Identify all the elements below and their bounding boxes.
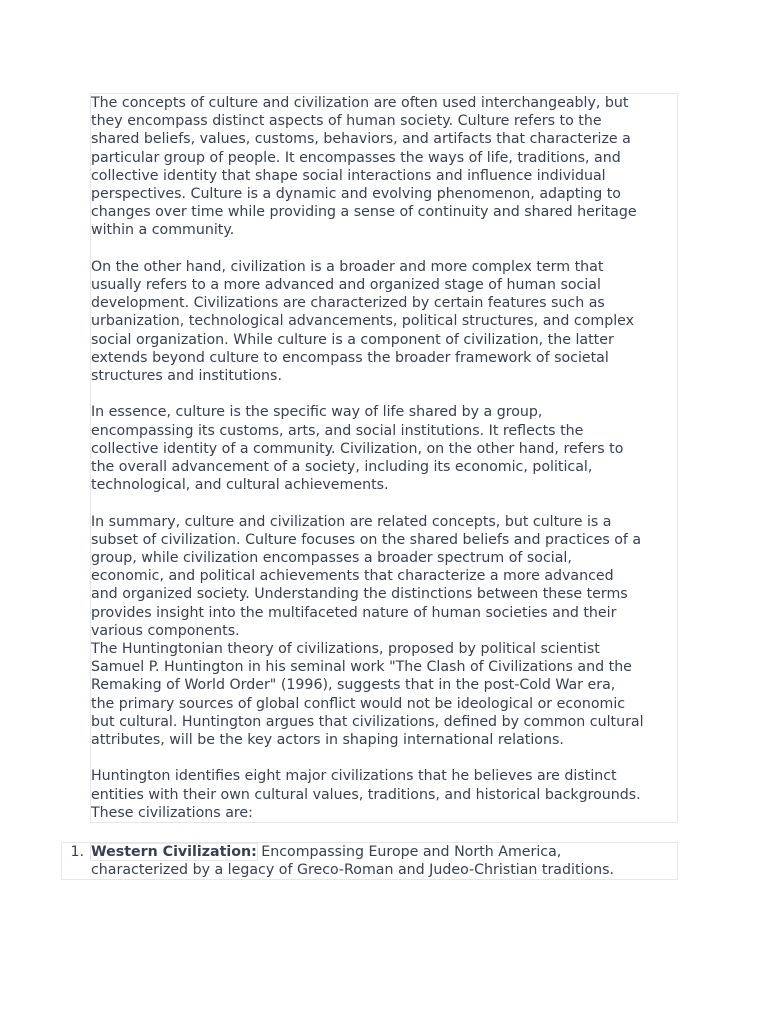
paragraph-essence: In essence, culture is the specific way of life shared by a group, encompassing its customs, arts, and social institutions. It reflects the collective identity of a community. Civilization, on the other hand, refers to the overall advancement of a society, including its economic, political, technological, and cultural achievements. xyxy=(91,404,624,494)
paragraph-eight-civilizations: Huntington identifies eight major civilizations that he believes are distinct entities with their own cultural values, traditions, and historical backgrounds. These civilizations are: xyxy=(91,768,641,821)
paragraph-spacer xyxy=(91,749,677,767)
paragraph-spacer xyxy=(91,240,677,258)
list-item-text: Encompassing Europe and North America, characterized by a legacy of Greco-Roman and Judeo-Christian traditions. xyxy=(91,844,615,879)
paragraph-culture-definition: The concepts of culture and civilization are often used interchangeably, but they encompass distinct aspects of human society. Culture refers to the shared beliefs, values, customs, behaviors, and artifacts that characterize a particular group of people. It encompasses the ways of life, traditions, and collective identity that shape social interactions and influence individual perspectives. Culture is a dynamic and evolving phenomenon, adapting to changes over time while providing a sense of continuity and shared heritage within a community. xyxy=(91,95,637,239)
paragraph-huntington-theory: The Huntingtonian theory of civilizations, proposed by political scientist Samuel P. Huntington in his seminal work "The Clash of Civilizations and the Remaking of World Order" (1996), suggests that in the post-Cold War era, the primary sources of global conflict would not be ideological or economic but cultural. Huntington argues that civilizations, defined by common cultural attributes, will be the key actors in shaping international relations. xyxy=(91,641,644,749)
paragraph-spacer xyxy=(91,385,677,403)
paragraph-spacer xyxy=(91,494,677,512)
civilizations-list xyxy=(61,842,678,880)
paragraph-summary: In summary, culture and civilization are related concepts, but culture is a subset of civilization. Culture focuses on the shared beliefs and practices of a group, while civilization encompasses a broader spectrum of social, economic, and political achievements that characterize a more advanced and organized society. Understanding the distinctions between these terms provides insight into the multifaceted nature of human societies and their various components. xyxy=(91,513,642,639)
list-item-body xyxy=(91,843,677,879)
list-item-heading: Western Civilization: xyxy=(91,844,257,860)
list-item xyxy=(62,843,677,879)
list-item-number: 1. xyxy=(70,844,84,860)
paragraph-civilization-definition: On the other hand, civilization is a broader and more complex term that usually refers to a more advanced and organized stage of human social development. Civilizations are characterized by certain features such as urbanization, technological advancements, political structures, and complex social organization. While culture is a component of civilization, the latter extends beyond culture to encompass the broader framework of societal structures and institutions. xyxy=(91,258,635,385)
document-body xyxy=(90,93,678,823)
